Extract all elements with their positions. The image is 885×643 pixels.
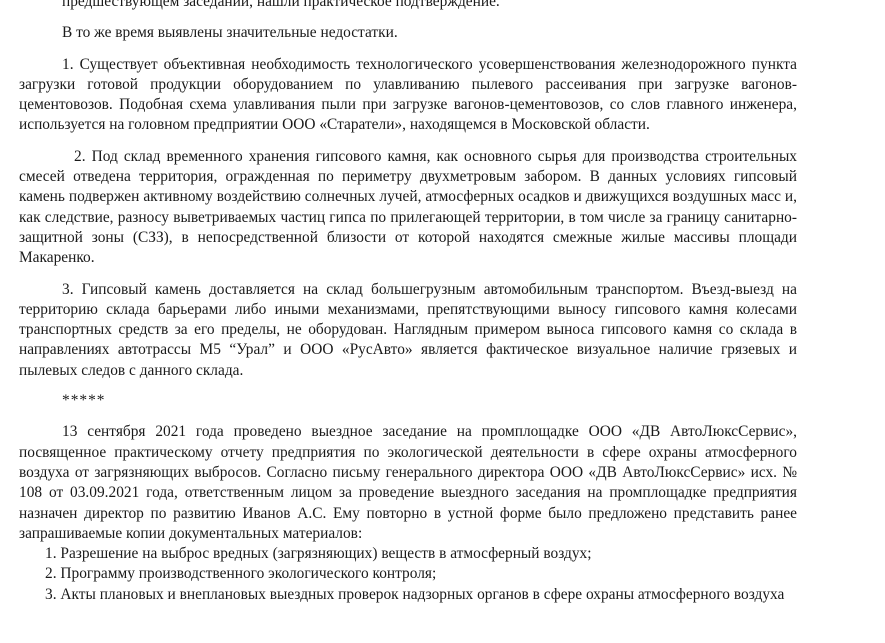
list-item: 1. Разрешение на выброс вредных (загрязняющих) веществ в атмосферный воздух; [45, 545, 592, 563]
session-paragraph: 13 сентября 2021 года проведено выездное заседание на промплощадке ООО «ДВ АвтоЛюксСервис», посвященное практическому отчету предприятия по экологической деятельности в сфере охраны атмосферного воздуха от загрязняющих выбросов. Согласно письму генерального директора ООО «ДВ АвтоЛюксСервис» исх. № 108 от 03.09.2021 года, ответственным лицом за проведение выездного заседания на промплощадке предприятия назначен директор по развитию Иванов А.С. Ему повторно в устной форме было предложено представить ранее запрашиваемые копии документальных материалов: [19, 423, 797, 542]
deficiencies-intro: В то же время выявлены значительные недостатки. [62, 24, 398, 42]
section-separator: ***** [62, 392, 106, 410]
document-body [19, 0, 797, 605]
deficiency-point-1: 1. Существует объективная необходимость технологического усовершенствования железнодорожного пункта загрузки готовой продукции оборудованием по улавливанию пылевого рассеивания при загрузке вагонов-цементовозов. Подобная схема улавливания пыли при загрузке вагонов-цементовозов, со слов главного инженера, используется на головном предприятии ООО «Старатели», находящемся в Московской области. [19, 55, 797, 134]
top-fragment: предшествующем заседании, нашли практическое подтверждение. [62, 0, 500, 10]
list-item: 3. Акты плановых и внеплановых выездных проверок надзорных органов в сфере охраны атмосферного воздуха [45, 585, 785, 603]
deficiency-point-3: 3. Гипсовый камень доставляется на склад большегрузным автомобильным транспортом. Въезд-выезд на территорию склада барьерами либо иными механизмами, препятствующими выносу гипсового камня колесами транспортных средств за его пределы, не оборудован. Наглядным примером выноса гипсового камня со склада в направлениях автотрассы М5 “Урал” и ООО «РусАвто» является фактическое визуальное наличие грязевых и пылевых следов с данного склада. [19, 280, 797, 379]
deficiency-point-2: 2. Под склад временного хранения гипсового камня, как основного сырья для производства строительных смесей отведена территория, огражденная по периметру двухметровым забором. В данных условиях гипсовый камень подвержен активному воздействию солнечных лучей, атмосферных осадков и движущихся воздушных масс и, как следствие, разносу выветриваемых частиц гипса по прилегающей территории, в том числе за границу санитарно-защитной зоны (СЗЗ), в непосредственной близости от которой находятся смежные жилые массивы площади Макаренко. [19, 147, 797, 267]
list-item: 2. Программу производственного экологического контроля; [45, 565, 437, 583]
